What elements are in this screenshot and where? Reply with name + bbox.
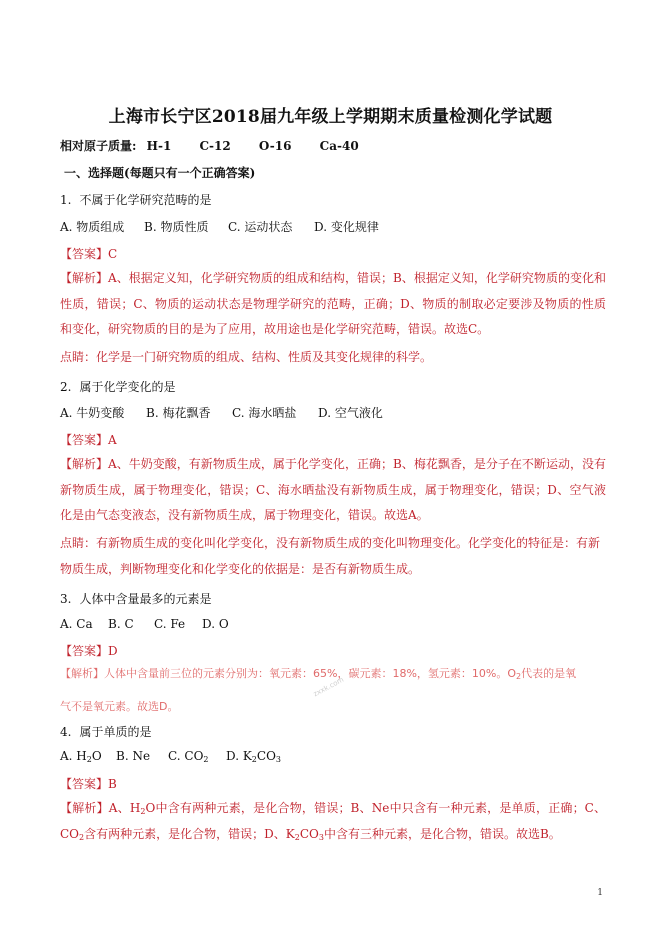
option-b: B. C xyxy=(108,617,134,631)
option-a: A. 牛奶变酸 xyxy=(60,406,125,420)
question-number: 3. xyxy=(60,592,72,606)
answer-4: 【答案】B xyxy=(60,777,117,791)
question-2 xyxy=(60,378,175,395)
question-number: 2. xyxy=(60,380,72,394)
option-c: C. 运动状态 xyxy=(228,220,293,234)
subscript: 2 xyxy=(516,672,522,681)
atomic-mass-item: C-12 xyxy=(199,139,231,153)
document-title: 上海市长宁区2018届九年级上学期期末质量检测化学试题 xyxy=(108,107,553,127)
option-a: A. $H_2O$ xyxy=(60,749,102,764)
analysis-3-text: 【解析】人体中含量前三位的元素分别为：氧元素：65%，碳元素：18%，氢元素：10%。O xyxy=(60,667,517,680)
option-d: D. $K_2CO_3$ xyxy=(226,749,282,764)
analysis-2: 【解析】A、牛奶变酸，有新物质生成，属于化学变化，正确；B、梅花飘香，是分子在不断运动，没有新物质生成，属于物理变化，错误；C、海水晒盐没有新物质生成，属于物理变化，错误；D、空气液化是由气态变液态，没有新物质生成，属于物理变化，错误。故选A。 xyxy=(60,457,606,522)
option-c: C. Fe xyxy=(154,617,186,631)
question-stem: 人体中含量最多的元素是 xyxy=(79,592,212,606)
answer-1: 【答案】C xyxy=(60,247,118,261)
option-a: A. 物质组成 xyxy=(60,220,125,234)
question-number: 4. xyxy=(60,725,72,739)
question-4-options xyxy=(60,749,281,763)
answer-3: 【答案】D xyxy=(60,644,118,658)
option-b: B. Ne xyxy=(116,749,151,763)
option-b: B. 物质性质 xyxy=(144,220,209,234)
tip-1: 点睛：化学是一门研究物质的组成、结构、性质及其变化规律的科学。 xyxy=(60,350,433,364)
question-stem: 属于化学变化的是 xyxy=(79,380,176,394)
question-1-options xyxy=(60,218,379,235)
answer-2: 【答案】A xyxy=(60,433,117,447)
analysis-3-line2: 气不是氧元素。故选D。 xyxy=(60,700,179,713)
atomic-mass-item: Ca-40 xyxy=(319,139,359,153)
question-1 xyxy=(60,191,211,208)
option-d: D. O xyxy=(202,617,229,631)
question-number: 1. xyxy=(60,193,72,207)
option-a: A. Ca xyxy=(60,617,93,631)
watermark: zxxk.com xyxy=(312,675,346,699)
atomic-mass-line xyxy=(60,137,383,154)
atomic-mass-label: 相对原子质量: xyxy=(60,139,137,153)
page-number: 1 xyxy=(597,888,603,898)
option-d: D. 空气液化 xyxy=(318,406,383,420)
question-3-options xyxy=(60,617,229,631)
question-stem: 不属于化学研究范畴的是 xyxy=(79,193,212,207)
option-d: D. 变化规律 xyxy=(314,220,379,234)
analysis-4: 【解析】A、$H_2O$中含有两种元素，是化合物，错误；B、Ne中只含有一种元素，是单质，正确；C、$CO_2$含有两种元素，是化合物，错误；D、$K_2CO_3$中含有三种元素，是化合物，错误。故选B。 xyxy=(60,801,606,842)
tip-2: 点睛：有新物质生成的变化叫化学变化，没有新物质生成的变化叫物理变化。化学变化的特征是：有新物质生成，判断物理变化和化学变化的依据是：是否有新物质生成。 xyxy=(60,536,601,576)
question-4 xyxy=(60,723,151,740)
analysis-1: 【解析】A、根据定义知，化学研究物质的组成和结构，错误；B、根据定义知，化学研究物质的变化和性质，错误；C、物质的运动状态是物理学研究的范畴，正确；D、物质的制取必定要涉及物质的性质和变化，研究物质的目的是为了应用，故用途也是化学研究范畴，错误。故选C。 xyxy=(60,271,606,336)
option-c: C. $CO_2$ xyxy=(168,749,209,764)
question-2-options xyxy=(60,404,383,421)
question-3 xyxy=(60,590,211,607)
atomic-mass-item: O-16 xyxy=(258,139,292,153)
option-b: B. 梅花飘香 xyxy=(146,406,211,420)
question-stem: 属于单质的是 xyxy=(79,725,152,739)
analysis-3-line1 xyxy=(60,665,576,681)
analysis-3-text-tail: 代表的是氧 xyxy=(521,667,577,680)
option-c: C. 海水晒盐 xyxy=(232,406,297,420)
section-heading: 一、选择题(每题只有一个正确答案) xyxy=(64,166,256,180)
atomic-mass-item: H-1 xyxy=(146,139,172,153)
